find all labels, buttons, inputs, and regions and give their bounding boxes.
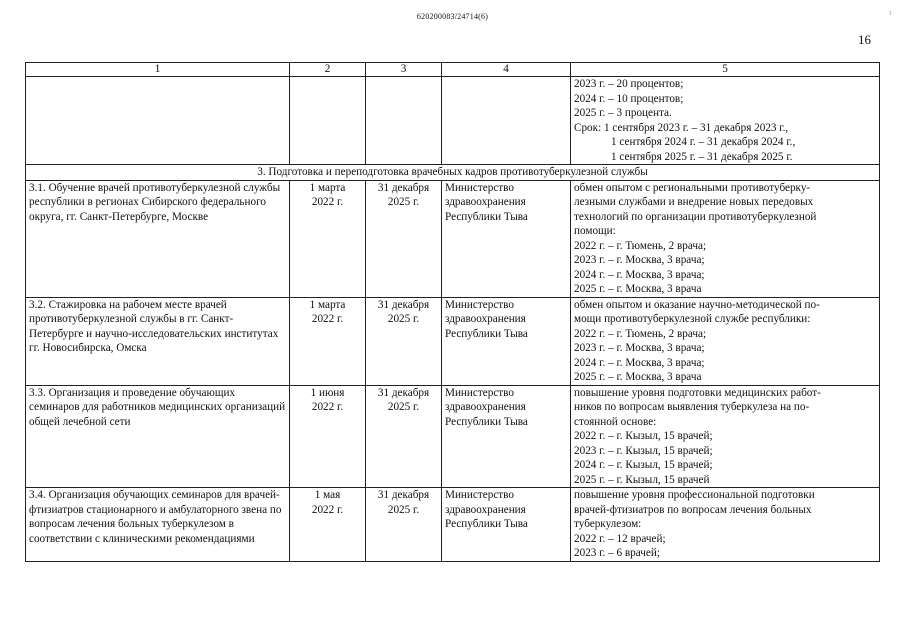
result-line: 2025 г. – г. Москва, 3 врача xyxy=(574,283,702,295)
end-date-line: 31 декабря xyxy=(377,386,430,399)
table-row xyxy=(26,180,880,297)
result-line: 2022 г. – г. Тюмень, 2 врача; xyxy=(574,327,707,340)
result-cell xyxy=(571,180,880,297)
result-cell xyxy=(571,488,880,562)
result-line: стоянной основе: xyxy=(574,415,657,428)
column-number: 3 xyxy=(366,63,442,77)
measure-name: 3.2. Стажировка на рабочем месте врачей противотуберкулезной службы в гг. Санкт-Петербурге и научно-исследовательских институтах гг. Новосибирска, Омска xyxy=(26,297,290,385)
result-line: 2023 г. – г. Кызыл, 15 врачей; xyxy=(574,444,713,457)
result-line: 2024 г. – 10 процентов; xyxy=(574,92,684,105)
result-line: технологий по организации противотуберкулезной xyxy=(574,210,817,223)
end-date-line: 2025 г. xyxy=(387,401,420,413)
start-date-line: 2022 г. xyxy=(311,503,344,516)
start-date-line: 1 марта xyxy=(309,298,346,311)
table-row xyxy=(26,297,880,385)
result-line: 2024 г. – г. Кызыл, 15 врачей; xyxy=(574,459,713,471)
start-date-line: 1 мая xyxy=(314,489,341,501)
result-line: повышение уровня профессиональной подготовки xyxy=(574,489,815,501)
section-row xyxy=(26,165,880,181)
continuation-row xyxy=(26,77,880,165)
result-line: повышение уровня подготовки медицинских работ- xyxy=(574,386,821,399)
result-line: помощи: xyxy=(574,225,616,237)
start-date-line: 2022 г. xyxy=(311,196,344,208)
column-number: 2 xyxy=(290,63,366,77)
executor: Министерство здравоохранения Республики Тыва xyxy=(442,180,571,297)
cell-empty xyxy=(366,77,442,165)
cell-empty xyxy=(290,77,366,165)
page-number: 16 xyxy=(858,32,871,47)
result-line: 1 сентября 2024 г. – 31 декабря 2024 г., xyxy=(611,136,796,148)
result-line: 2023 г. – 6 врачей; xyxy=(574,547,660,559)
result-line: 2022 г. – г. Тюмень, 2 врача; xyxy=(574,239,707,252)
start-date-line: 1 июня xyxy=(310,386,345,399)
result-line: ников по вопросам выявления туберкулеза на по- xyxy=(574,401,810,413)
corner-mark: ~ xyxy=(885,9,896,17)
section-title: 3. Подготовка и переподготовка врачебных кадров противотуберкулезной службы xyxy=(26,165,880,181)
measure-name: 3.1. Обучение врачей противотуберкулезной службы республики в регионах Сибирского федерального округа, гг. Санкт-Петербурге, Москве xyxy=(26,180,290,297)
result-line: 2025 г. – г. Кызыл, 15 врачей xyxy=(574,473,710,486)
measure-name: 3.3. Организация и проведение обучающих семинаров для работников медицинских организаций общей лечебной сети xyxy=(26,385,290,488)
executor: Министерство здравоохранения Республики Тыва xyxy=(442,488,571,562)
end-date-line: 2025 г. xyxy=(387,313,420,325)
result-line: 2023 г. – г. Москва, 3 врача; xyxy=(574,254,705,266)
end-date-line: 31 декабря xyxy=(377,298,430,311)
end-date-line: 2025 г. xyxy=(387,196,420,208)
result-line: 2022 г. – г. Кызыл, 15 врачей; xyxy=(574,430,713,442)
start-date xyxy=(290,297,366,385)
result-line: врачей-фтизиатров по вопросам лечения больных xyxy=(574,503,812,516)
start-date xyxy=(290,385,366,488)
executor: Министерство здравоохранения Республики Тыва xyxy=(442,297,571,385)
result-line: обмен опытом и оказание научно-методической по- xyxy=(574,298,820,311)
result-line: 2023 г. – г. Москва, 3 врача; xyxy=(574,342,705,354)
end-date xyxy=(366,385,442,488)
end-date xyxy=(366,180,442,297)
start-date xyxy=(290,180,366,297)
result-cell xyxy=(571,77,880,165)
result-cell xyxy=(571,297,880,385)
result-line: мощи противотуберкулезной службе республики: xyxy=(574,313,811,325)
cell-empty xyxy=(442,77,571,165)
result-line: лезными службами и внедрение новых передовых xyxy=(574,196,814,208)
table-row xyxy=(26,488,880,562)
start-date-line: 2022 г. xyxy=(311,313,344,325)
cell-empty xyxy=(26,77,290,165)
result-line: 2024 г. – г. Москва, 3 врача; xyxy=(574,356,705,369)
executor: Министерство здравоохранения Республики Тыва xyxy=(442,385,571,488)
result-line: 2025 г. – г. Москва, 3 врача xyxy=(574,371,702,383)
result-line: 1 сентября 2025 г. – 31 декабря 2025 г. xyxy=(611,150,793,163)
start-date-line: 2022 г. xyxy=(311,401,344,413)
result-line: 2023 г. – 20 процентов; xyxy=(574,78,684,90)
measure-name: 3.4. Организация обучающих семинаров для врачей-фтизиатров стационарного и амбулаторного звена по вопросам лечения больных туберкулезом в соответствии с клиническими рекомендациями xyxy=(26,488,290,562)
result-line: 2024 г. – г. Москва, 3 врача; xyxy=(574,268,705,281)
document-id: 620200083/24714(6) xyxy=(416,12,489,21)
end-date-line: 31 декабря xyxy=(377,181,430,194)
result-line: 2022 г. – 12 врачей; xyxy=(574,532,666,545)
column-number-row xyxy=(26,63,880,77)
end-date-line: 31 декабря xyxy=(377,489,430,501)
column-number: 1 xyxy=(26,63,290,77)
result-line: 2025 г. – 3 процента. xyxy=(574,107,672,119)
column-number: 5 xyxy=(571,63,880,77)
result-line: туберкулезом: xyxy=(574,518,642,530)
column-number: 4 xyxy=(442,63,571,77)
end-date-line: 2025 г. xyxy=(387,503,420,516)
result-line: обмен опытом с региональными противотуберку- xyxy=(574,181,811,194)
table-row xyxy=(26,385,880,488)
start-date xyxy=(290,488,366,562)
plan-table xyxy=(25,62,880,562)
result-cell xyxy=(571,385,880,488)
start-date-line: 1 марта xyxy=(309,181,346,194)
end-date xyxy=(366,488,442,562)
result-line: Срок: 1 сентября 2023 г. – 31 декабря 2023 г., xyxy=(574,121,789,134)
end-date xyxy=(366,297,442,385)
